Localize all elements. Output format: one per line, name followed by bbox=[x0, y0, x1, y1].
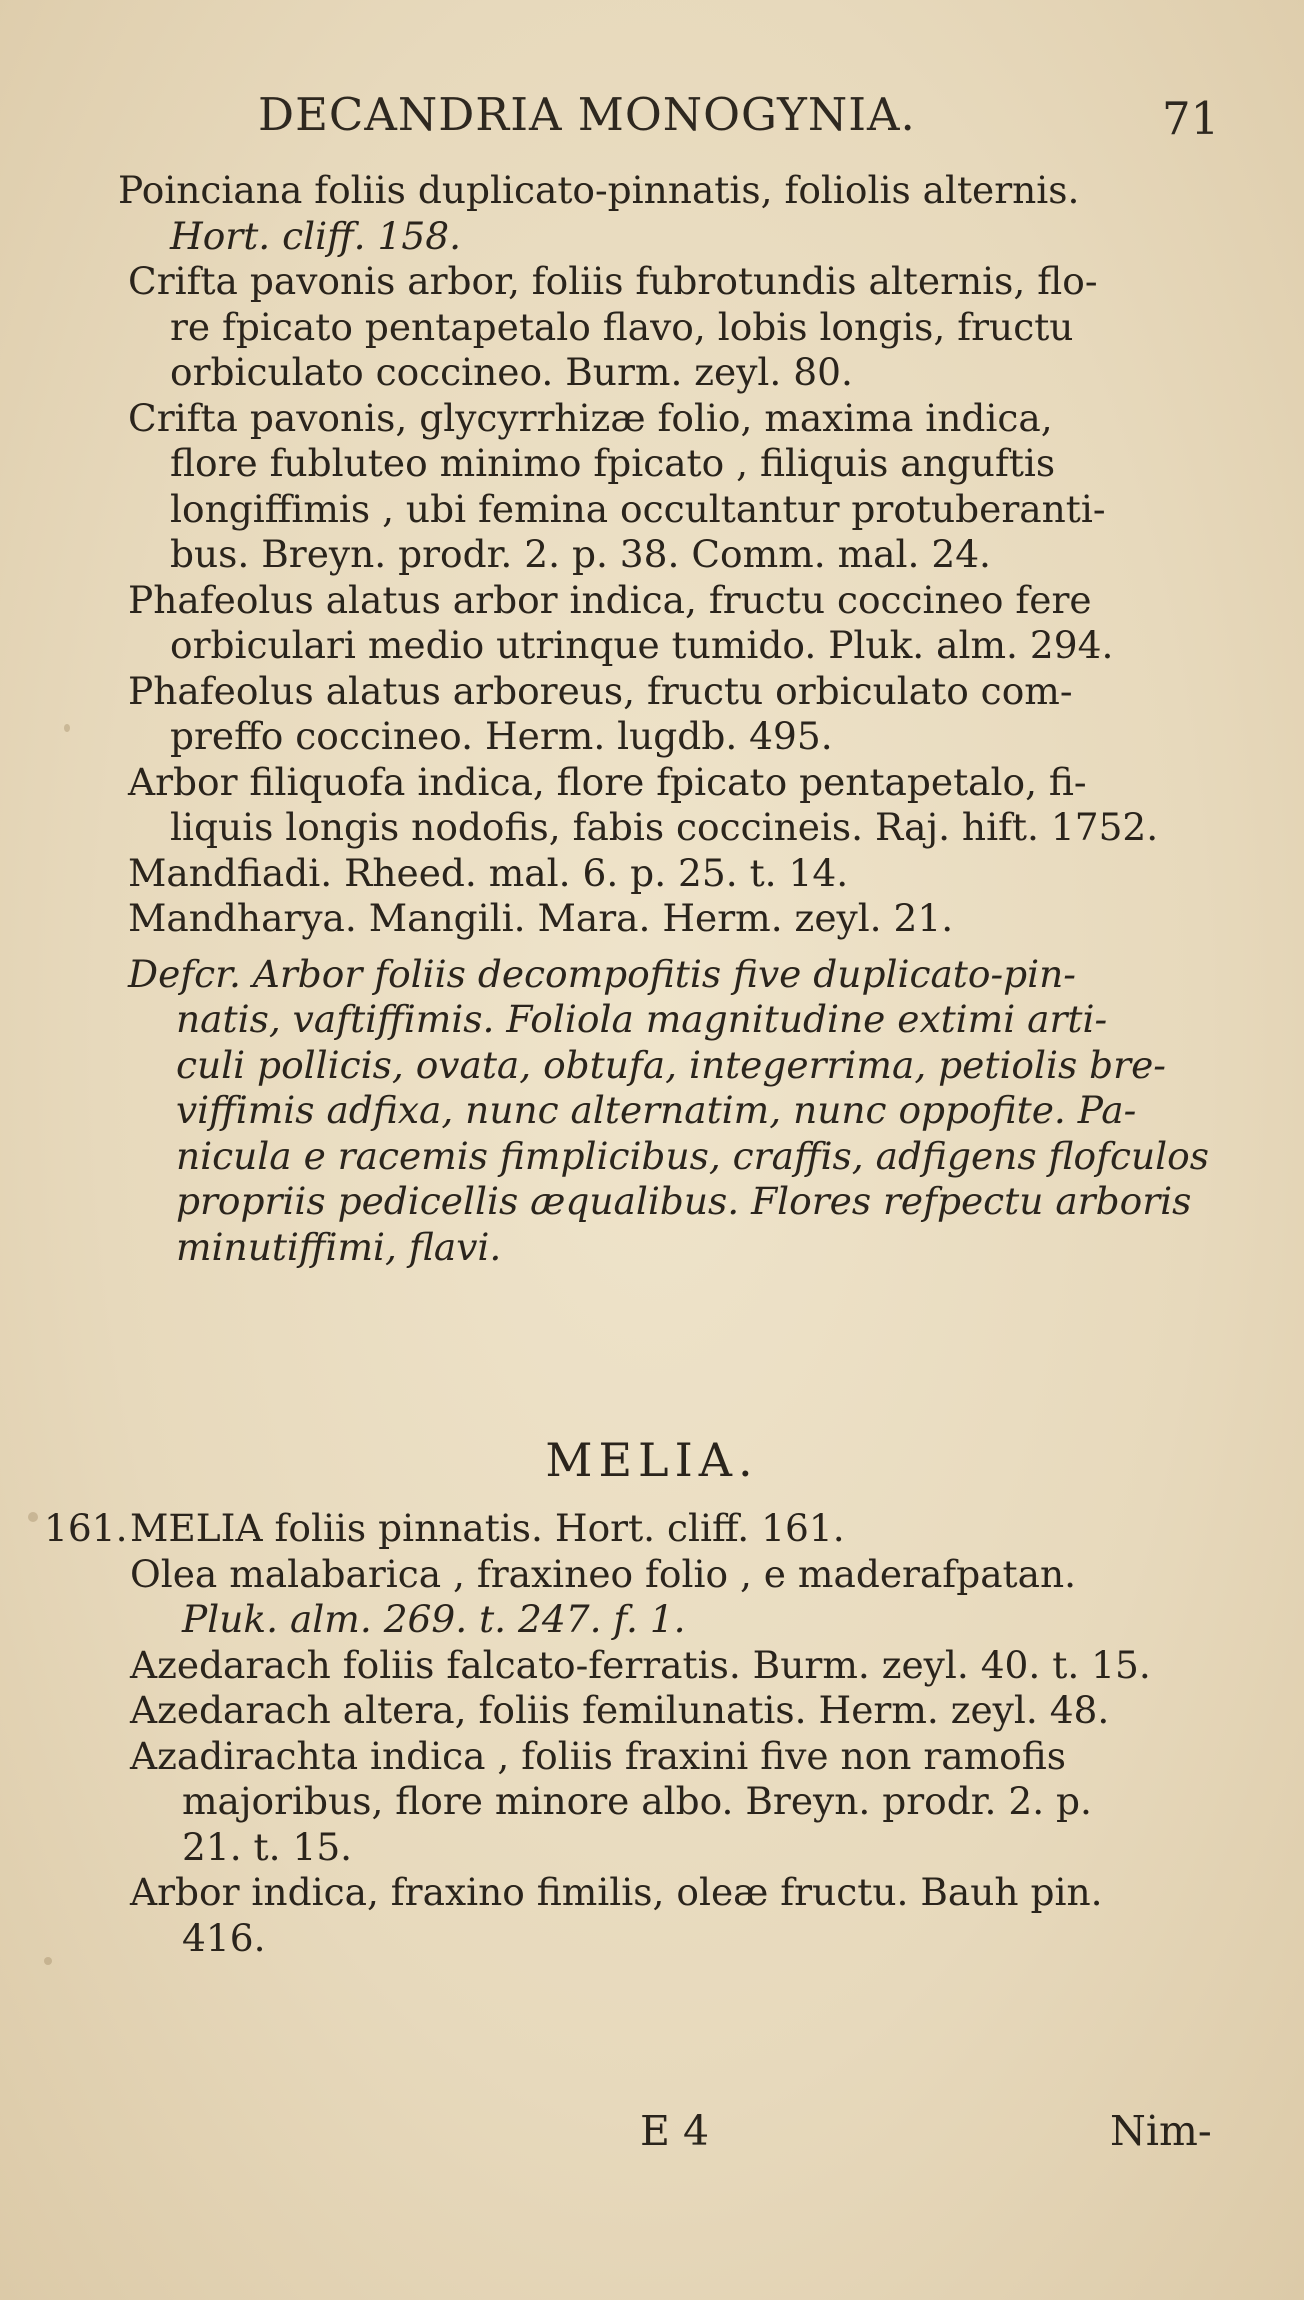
catchword: Nim- bbox=[1110, 2107, 1212, 2155]
entry-line: preffo coccineo. Herm. lugdb. 495. bbox=[170, 714, 833, 758]
entry-line: longiffimis , ubi femina occultantur protuberanti- bbox=[170, 486, 1106, 531]
entry-line: orbiculato coccineo. Burm. zeyl. 80. bbox=[170, 350, 853, 394]
main-text bbox=[118, 168, 1228, 1270]
entry-line: orbiculari medio utrinque tumido. Pluk. alm. 294. bbox=[170, 623, 1114, 667]
entry-line: Mandfiadi. Rheed. mal. 6. p. 25. t. 14. bbox=[128, 850, 849, 895]
description-line: viffimis adfixa, nunc alternatim, nunc oppofite. Pa- bbox=[176, 1088, 1137, 1132]
description-line: minutiffimi, flavi. bbox=[176, 1224, 502, 1269]
entry-line: MELIA foliis pinnatis. Hort. cliff. 161. bbox=[130, 1506, 845, 1550]
entry-line: Phafeolus alatus arbor indica, fructu coccineo fere bbox=[128, 577, 1092, 622]
signature-mark: E 4 bbox=[640, 2107, 710, 2155]
entry-line: Hort. cliff. 158. bbox=[170, 213, 462, 258]
entry-line: majoribus, flore minore albo. Breyn. prodr. 2. p. bbox=[182, 1779, 1092, 1823]
entry-line: Olea malabarica , fraxineo folio , e maderafpatan. bbox=[130, 1551, 1077, 1596]
entry-line: Crifta pavonis arbor, foliis fubrotundis alternis, flo- bbox=[128, 259, 1098, 303]
melia-text bbox=[130, 1506, 1240, 1961]
description-line: Defcr. Arbor foliis decompofitis five duplicato-pin- bbox=[128, 951, 1076, 996]
entry-line: Arbor indica, fraxino fimilis, oleæ fructu. Bauh pin. bbox=[130, 1870, 1103, 1914]
foxing-spot bbox=[44, 1957, 52, 1965]
entry-line: flore fubluteo minimo fpicato , filiquis anguftis bbox=[170, 441, 1056, 485]
entry-line: Azedarach foliis falcato-ferratis. Burm. zeyl. 40. t. 15. bbox=[130, 1642, 1151, 1687]
description-line: propriis pedicellis æqualibus. Flores refpectu arboris bbox=[176, 1179, 1192, 1223]
description-line: natis, vaftiffimis. Foliola magnitudine extimi arti- bbox=[176, 997, 1108, 1041]
entry-line: Crifta pavonis, glycyrrhizæ folio, maxima indica, bbox=[128, 395, 1053, 440]
entry-line: Phafeolus alatus arboreus, fructu orbiculato com- bbox=[128, 668, 1073, 713]
foxing-spot bbox=[64, 724, 70, 732]
entry-number: 161. bbox=[44, 1506, 128, 1550]
foxing-spot bbox=[28, 1512, 38, 1522]
entry-line: liquis longis nodofis, fabis coccineis. Raj. hift. 1752. bbox=[170, 805, 1159, 849]
section-title: MELIA. bbox=[545, 1433, 759, 1487]
running-title: DECANDRIA MONOGYNIA. bbox=[258, 88, 916, 141]
description-line: culi pollicis, ovata, obtufa, integerrima, petiolis bre- bbox=[176, 1042, 1166, 1087]
description-line: nicula e racemis fimplicibus, craffis, adfigens flofculos bbox=[176, 1133, 1209, 1178]
entry-line: Pluk. alm. 269. t. 247. f. 1. bbox=[182, 1597, 686, 1641]
entry-line: Azedarach altera, foliis femilunatis. Herm. zeyl. 48. bbox=[130, 1688, 1110, 1732]
entry-line: Arbor filiquofa indica, flore fpicato pentapetalo, fi- bbox=[128, 759, 1087, 804]
entry-line: 21. t. 15. bbox=[182, 1824, 353, 1869]
entry-line: Mandharya. Mangili. Mara. Herm. zeyl. 21. bbox=[128, 896, 954, 940]
page-number: 71 bbox=[1162, 92, 1220, 145]
entry-line: Azadirachta indica , foliis fraxini five non ramofis bbox=[130, 1733, 1066, 1778]
entry-line: re fpicato pentapetalo flavo, lobis longis, fructu bbox=[170, 304, 1074, 349]
entry-line: Poinciana foliis duplicato-pinnatis, foliolis alternis. bbox=[118, 168, 1080, 212]
entry-line: bus. Breyn. prodr. 2. p. 38. Comm. mal. 24. bbox=[170, 532, 991, 576]
entry-line: 416. bbox=[182, 1915, 266, 1960]
